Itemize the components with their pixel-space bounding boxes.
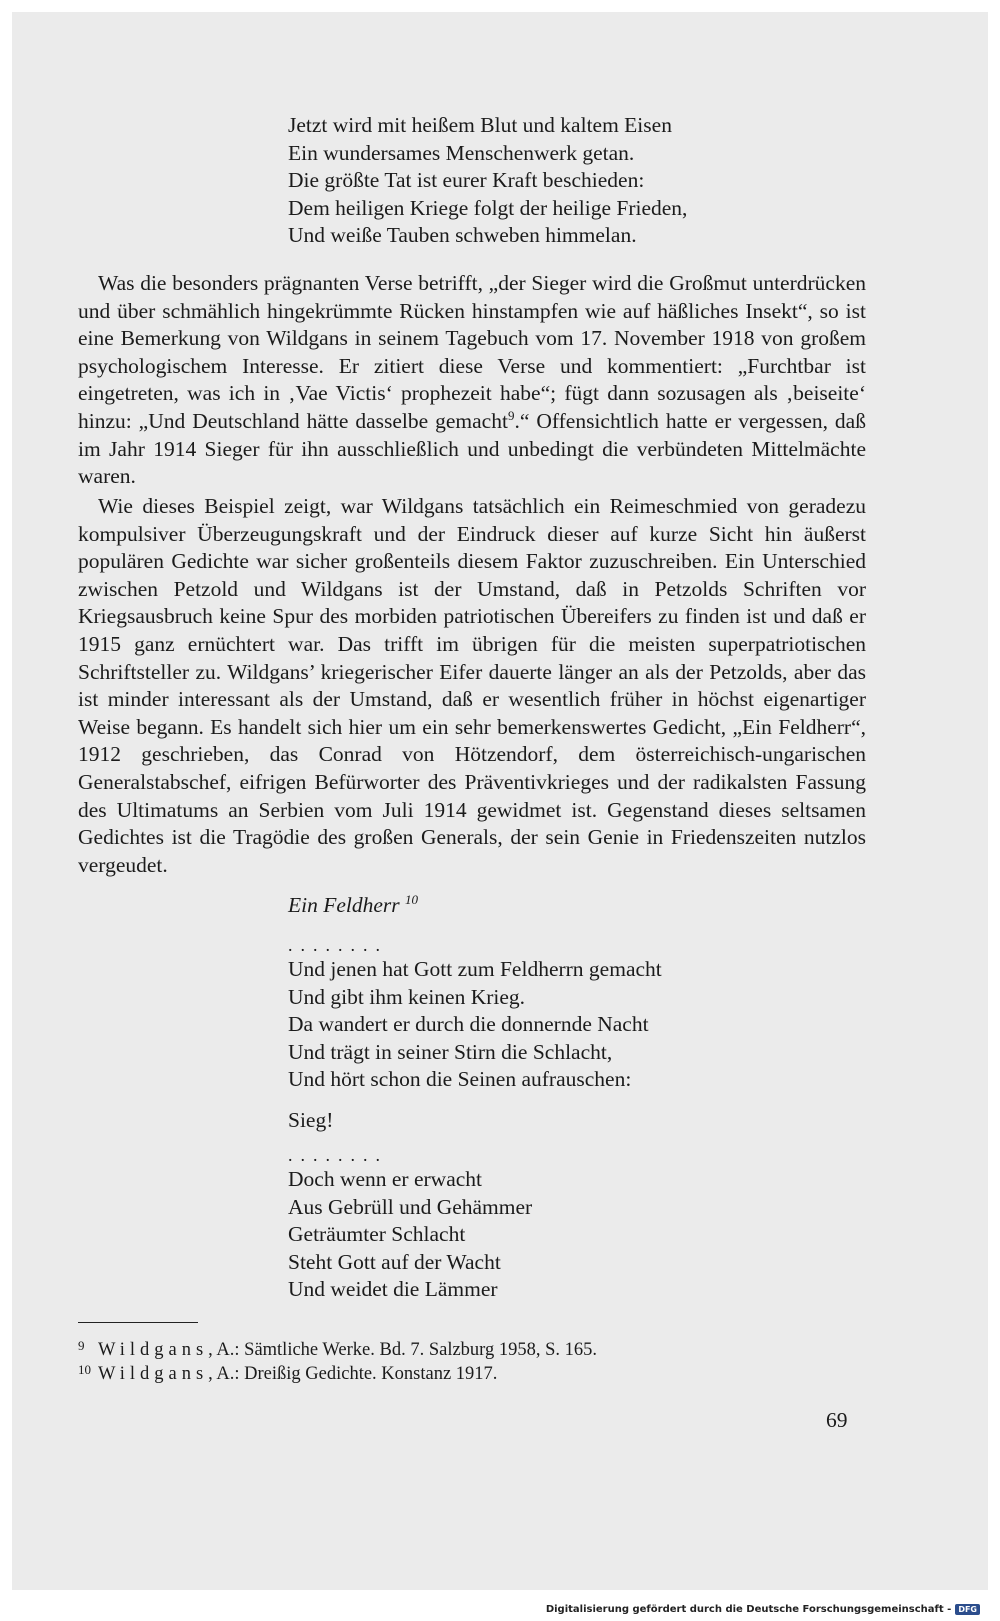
poem-line: Und gibt ihm keinen Krieg. <box>288 984 526 1009</box>
verse-line: Jetzt wird mit heißem Blut und kaltem Eisen <box>288 113 672 137</box>
footnote-10 <box>78 1358 497 1386</box>
footnote-text: , A.: Sämtliche Werke. Bd. 7. Salzburg 1958, S. 165. <box>208 1340 598 1360</box>
poem-line: Und trägt in seiner Stirn die Schlacht, <box>288 1039 613 1064</box>
paragraph-2-text: Wie dieses Beispiel zeigt, war Wildgans tatsächlich ein Reimeschmied von geradezu kompulsiver Überzeugungskraft und der Eindruck dieser auf kurze Sicht hin äußerst populären Gedichte war sicher großenteils diesem Faktor zuzuschreiben. Ein Unterschied zwischen Petzold und Wildgans ist der Umstand, daß in Petzolds Schriften vor Kriegsausbruch keine Spur des morbiden patriotischen Übereifers zu finden ist und daß er 1915 ganz ernüchtert war. Das trifft im übrigen für die meisten superpatriotischen Schriftsteller zu. Wildgans’ kriegerischer Eifer dauerte länger an als der Petzolds, aber das ist minder interessant als der Umstand, daß er wesentlich früher in höchst eigenartiger Weise begann. Es handelt sich hier um ein sehr bemerkenswertes Gedicht, „Ein Feldherr“, 1912 geschrieben, das Conrad von Hötzendorf, dem österreichisch-ungarischen Generalstabschef, eifrigen Befürworter des Präventivkrieges und der radikalsten Fassung des Ultimatums an Serbien vom Juli 1914 gewidmet ist. Gegenstand dieses seltsamen Gedichtes ist die Tragödie des großen Generals, der sein Genie in Friedenszeiten nutzlos vergeudet. <box>78 494 866 877</box>
poem-line: Steht Gott auf der Wacht <box>288 1249 501 1274</box>
poem-line: Doch wenn er erwacht <box>288 1167 483 1191</box>
verse-line: Ein wundersames Menschenwerk getan. <box>288 140 635 165</box>
paragraph-1-text-a: Was die besonders prägnanten Verse betrifft, „der Sieger wird die Großmut unterdrücken und über schmählich hingekrümmte Rücken hinstampfen wie auf häßliches Insekt“, so ist eine Bemerkung von Wildgans in seinem Tagebuch vom 17. November 1918 von großem psychologischem Interesse. Er zitiert diese Verse und kommentiert: „Furchtbar ist eingetreten, was ich in ‚Vae Victis‘ prophezeit habe“; fügt dann sozusagen als ‚beiseite‘ hinzu: „Und Deutschland hätte dasselbe gemacht <box>78 271 866 433</box>
paragraph-1-text-b: .“ Offensichtlich hatte er vergessen, daß im Jahr 1914 Sieger für ihn ausschließlich und unbedingt die verbündeten Mittelmächte waren. <box>78 408 866 489</box>
poem-line: Und weidet die Lämmer <box>288 1277 498 1302</box>
poem-stanza-1 <box>288 956 662 1094</box>
footnote-ref-9: 9 <box>507 407 515 423</box>
footnote-author: Wildgans <box>98 1340 209 1360</box>
poem-line: Geträumter Schlacht <box>288 1222 466 1247</box>
page-number: 69 <box>826 1408 848 1432</box>
ellipsis-dots: ........ <box>288 935 388 955</box>
poem-stanza-2 <box>288 1166 532 1304</box>
verse-block <box>288 112 687 250</box>
poem-line: Aus Gebrüll und Gehämmer <box>288 1194 533 1219</box>
footnote-number: 9 <box>78 1338 85 1353</box>
poem-title-text: Ein Feldherr <box>288 893 400 917</box>
digitization-footer <box>546 1604 980 1615</box>
paragraph-2 <box>78 493 866 879</box>
footnote-number: 10 <box>78 1362 91 1377</box>
paragraph-1 <box>78 270 866 491</box>
verse-line: Dem heiligen Kriege folgt der heilige Frieden, <box>288 195 688 220</box>
footnote-ref-10: 10 <box>405 892 419 907</box>
verse-line: Die größte Tat ist eurer Kraft beschieden: <box>288 168 645 193</box>
poem-line: Und jenen hat Gott zum Feldherrn gemacht <box>288 957 662 981</box>
footer-text: Digitalisierung gefördert durch die Deutsche Forschungsgemeinschaft - <box>545 1604 952 1615</box>
ellipsis-dots: ........ <box>288 1145 388 1165</box>
verse-line: Und weiße Tauben schweben himmelan. <box>288 223 637 248</box>
poem-line: Da wandert er durch die donnernde Nacht <box>288 1012 649 1037</box>
dfg-logo-icon: DFG <box>955 1604 980 1615</box>
poem-title <box>288 892 418 920</box>
footnote-text: , A.: Dreißig Gedichte. Konstanz 1917. <box>208 1364 498 1384</box>
poem-line: Und hört schon die Seinen aufrauschen: <box>288 1067 632 1092</box>
footnote-divider <box>78 1322 198 1323</box>
footnote-author: Wildgans <box>98 1364 209 1384</box>
poem-sieg-line: Sieg! <box>288 1108 334 1132</box>
